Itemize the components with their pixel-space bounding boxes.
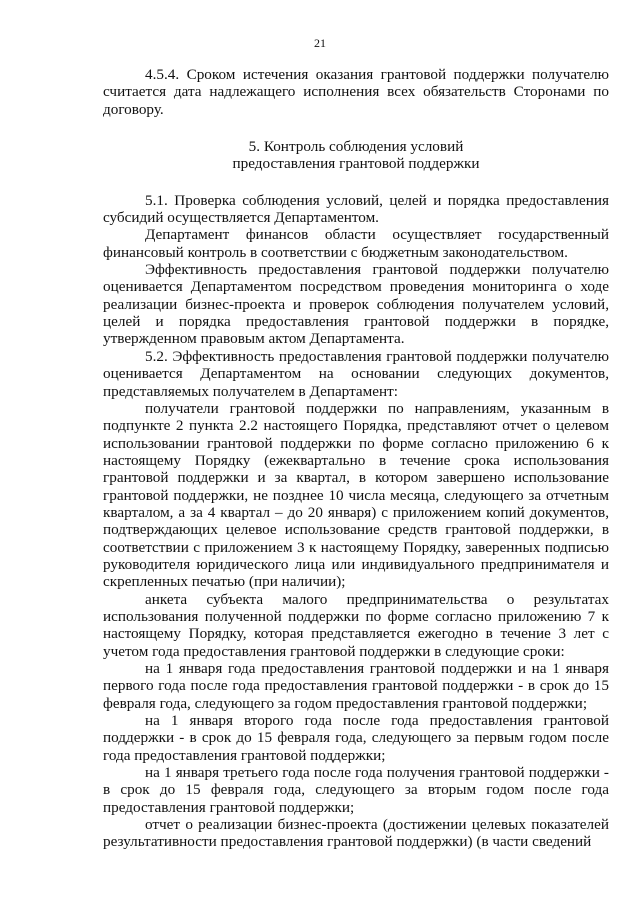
page-number: 21 bbox=[314, 36, 326, 50]
paragraph-recipients-report: получатели грантовой поддержки по направлениям, указанным в подпункте 2 пункта 2.2 настоящего Порядка, представляют отчет о целевом использовании грантовой поддержки по форме согласно приложению 6 к настоящему Порядку (ежеквартально в течение срока использования грантовой поддержки и за квартал, в котором завершено использование грантовой поддержки, не позднее 10 числа месяца, следующего за отчетным кварталом, а за 4 квартал – до 20 января) с приложением копий документов, подтверждающих целевое использование средств грантовой поддержки, в соответствии с приложением 3 к настоящему Порядку, заверенных подписью руководителя юридического лица или индивидуального предпринимателя и скрепленных печатью (при наличии); bbox=[103, 399, 609, 591]
section-heading-line-2: предоставления грантовой поддержки bbox=[232, 155, 480, 173]
paragraph-financial-control: Департамент финансов области осуществляет государственный финансовый контроль в соответствии с бюджетным законодательством. bbox=[103, 226, 609, 261]
paragraph-5-1: 5.1. Проверка соблюдения условий, целей и порядка предоставления субсидий осуществляется Департаментом. bbox=[103, 191, 609, 227]
document-body bbox=[103, 66, 609, 851]
paragraph-questionnaire: анкета субъекта малого предпринимательства о результатах использования полученной поддержки по форме согласно приложению 7 к настоящему Порядку, которая представляется ежегодно в течение 3 лет с учетом года предоставления грантовой поддержки в следующие сроки: bbox=[103, 590, 609, 660]
paragraph-4-5-4: 4.5.4. Сроком истечения оказания грантовой поддержки получателю считается дата надлежащего исполнения всех обязательств Сторонами по договору. bbox=[103, 66, 609, 118]
paragraph-deadline-third: на 1 января третьего года после года получения грантовой поддержки - в срок до 15 февраля года, следующего за вторым годом после года предоставления грантовой поддержки; bbox=[103, 764, 609, 816]
paragraph-5-2: 5.2. Эффективность предоставления грантовой поддержки получателю оценивается Департаментом на основании следующих документов, представляемых получателем в Департамент: bbox=[103, 347, 609, 400]
paragraph-efficiency-monitoring: Эффективность предоставления грантовой поддержки получателю оценивается Департаментом посредством проведения мониторинга о ходе реализации бизнес-проекта и проверок соблюдения получателем условий, целей и порядка предоставления грантовой поддержки в порядке, утвержденном правовым актом Департамента. bbox=[103, 261, 609, 348]
section-heading-line-1: 5. Контроль соблюдения условий bbox=[248, 138, 464, 156]
paragraph-deadline-first: на 1 января года предоставления грантовой поддержки и на 1 января первого года после года предоставления грантовой поддержки - в срок до 15 февраля года, следующего за годом предоставления грантовой поддержки; bbox=[103, 660, 609, 712]
paragraph-deadline-second: на 1 января второго года после года предоставления грантовой поддержки - в срок до 15 февраля года, следующего за первым годом после года предоставления грантовой поддержки; bbox=[103, 712, 609, 764]
paragraph-business-project-report: отчет о реализации бизнес-проекта (достижении целевых показателей результативности предоставления грантовой поддержки) (в части сведений bbox=[103, 816, 609, 851]
